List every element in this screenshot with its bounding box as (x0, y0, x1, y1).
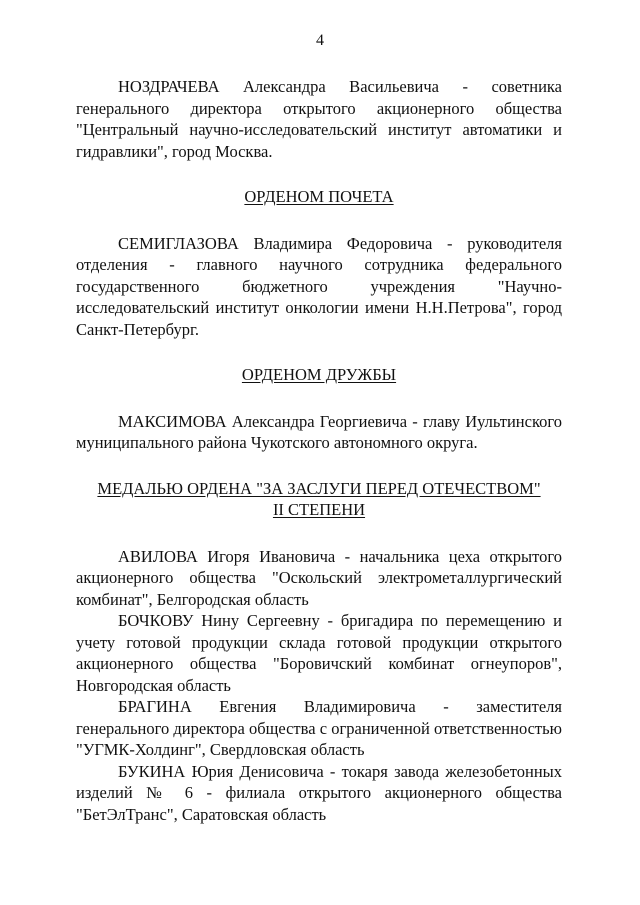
heading-line: ОРДЕНОМ ПОЧЕТА (244, 187, 394, 206)
award-entry-bragin: БРАГИНА Евгения Владимировича - заместителя генерального директора общества с ограниченной ответственностью "УГМК-Холдинг", Свердловская область (76, 697, 562, 759)
heading-line: ОРДЕНОМ ДРУЖБЫ (241, 365, 397, 384)
spacer (76, 454, 562, 478)
award-heading-order-of-honour (76, 186, 562, 208)
award-entry-maksimov: МАКСИМОВА Александра Георгиевича - главу Иультинского муниципального района Чукотского автономного округа. (76, 411, 562, 452)
spacer (76, 162, 562, 186)
award-entry-nozdracheva: НОЗДРАЧЕВА Александра Васильевича - советника генерального директора открытого акционерного общества "Центральный научно-исследовательский институт автоматики и гидравлики", город Москва. (76, 77, 562, 161)
spacer (76, 340, 562, 364)
document-body (76, 76, 562, 825)
award-heading-medal-merit-fatherland (76, 478, 562, 521)
award-entry-bukin: БУКИНА Юрия Денисовича - токаря завода железобетонных изделий № 6 - филиала открытого акционерного общества "БетЭлТранс", Саратовская область (76, 761, 562, 824)
spacer (76, 208, 562, 233)
award-entry-semiglazov: СЕМИГЛАЗОВА Владимира Федоровича - руководителя отделения - главного научного сотрудника федерального государственного бюджетного учреждения "Научно-исследовательский институт онкологии имени Н.Н.Петрова", город Санкт-Петербург. (76, 233, 562, 339)
award-entry-bochkova: БОЧКОВУ Нину Сергеевну - бригадира по перемещению и учету готовой продукции склада готовой продукции открытого акционерного общества "Боровичский комбинат огнеупоров", Новгородская область (76, 611, 562, 695)
award-heading-order-of-friendship (76, 364, 562, 386)
award-entry-avilov: АВИЛОВА Игоря Ивановича - начальника цеха открытого акционерного общества "Оскольский электрометаллургический комбинат", Белгородская область (76, 546, 562, 609)
spacer (76, 521, 562, 546)
heading-line: МЕДАЛЬЮ ОРДЕНА "ЗА ЗАСЛУГИ ПЕРЕД ОТЕЧЕСТВОМ" (97, 478, 541, 498)
heading-line: II СТЕПЕНИ (272, 500, 366, 519)
spacer (76, 386, 562, 411)
page-number: 4 (316, 32, 324, 49)
